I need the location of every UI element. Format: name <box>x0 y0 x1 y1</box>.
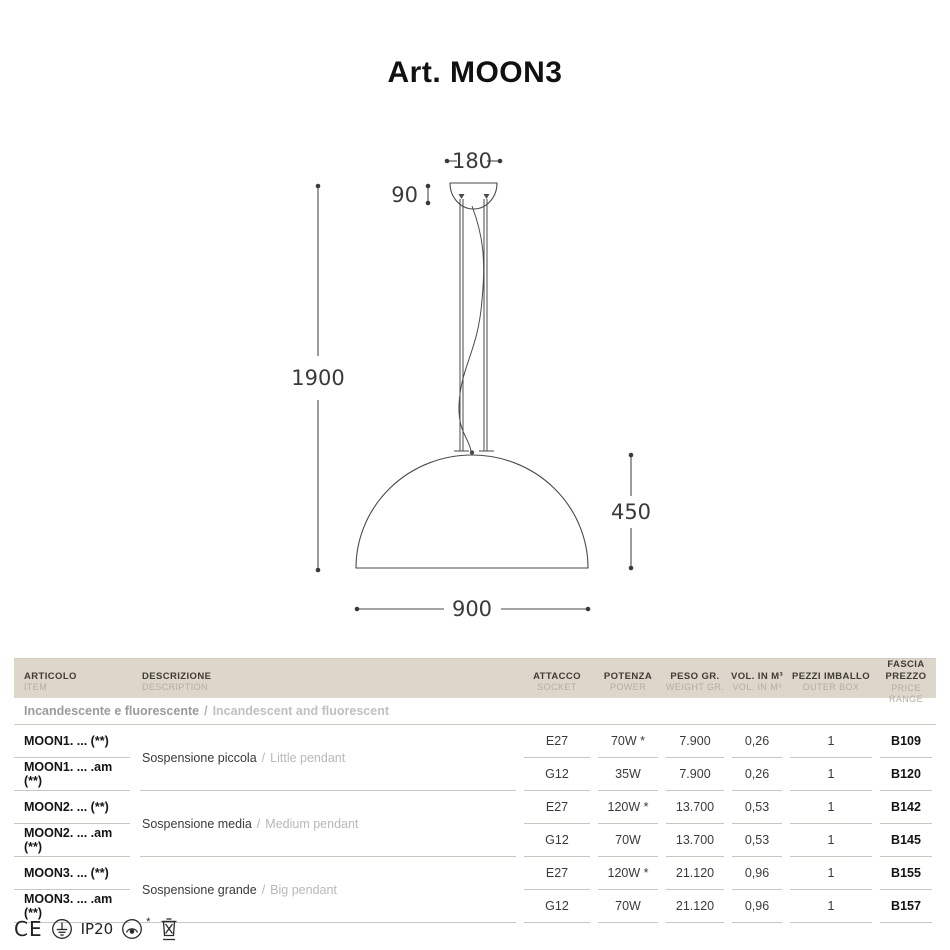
table-cell-volume: 0,26 <box>732 725 782 758</box>
table-cell-socket: E27 <box>524 725 590 758</box>
table-cell-article: MOON3. ... (**) <box>14 857 130 890</box>
protective-earth-icon <box>51 918 73 940</box>
col-header-potenza: POTENZA POWER <box>603 670 653 693</box>
col-header-pezzi-imballo: PEZZI IMBALLO OUTER BOX <box>791 670 871 693</box>
col-header-peso: PESO GR. WEIGHT GR. <box>665 670 725 693</box>
table-cell-pieces: 1 <box>790 824 872 857</box>
table-cell-socket: G12 <box>524 824 590 857</box>
table-cell-volume: 0,96 <box>732 857 782 890</box>
section-header: Incandescente e fluorescente / Incandescent and fluorescent <box>14 698 936 725</box>
table-cell-socket: G12 <box>524 758 590 791</box>
suspension-wires <box>454 199 494 451</box>
col-header-articolo: ARTICOLO ITEM <box>24 670 77 693</box>
table-header <box>14 658 936 704</box>
table-cell-power: 70W <box>598 824 658 857</box>
table-cell-volume: 0,26 <box>732 758 782 791</box>
table-cell-weight: 7.900 <box>666 725 724 758</box>
col-header-volume: VOL. IN M³ VOL. IN M³ <box>730 670 784 693</box>
enclosed-lamp-icon <box>121 918 143 940</box>
table-cell-article: MOON1. ... (**) <box>14 725 130 758</box>
dim-label-dome-diameter: 900 <box>451 597 493 621</box>
table-cell-price: B109 <box>880 725 932 758</box>
table-cell-article: MOON1. ... .am (**) <box>14 758 130 791</box>
asterisk-note: * <box>146 916 151 928</box>
table-cell-description: Sospensione grande / Big pendant <box>140 857 516 923</box>
table-cell-socket: G12 <box>524 890 590 923</box>
cable-gland <box>470 450 474 454</box>
table-cell-socket: E27 <box>524 857 590 890</box>
table-cell-description: Sospensione media / Medium pendant <box>140 791 516 857</box>
dim-label-dome-height: 450 <box>610 500 652 524</box>
dim-label-suspension-height: 1900 <box>291 366 345 390</box>
table-cell-weight: 13.700 <box>666 791 724 824</box>
table-cell-weight: 7.900 <box>666 758 724 791</box>
table-cell-power: 120W * <box>598 791 658 824</box>
table-cell-power: 35W <box>598 758 658 791</box>
table-cell-pieces: 1 <box>790 725 872 758</box>
dim-180 <box>445 149 503 173</box>
dim-1900 <box>291 184 344 573</box>
table-cell-pieces: 1 <box>790 758 872 791</box>
col-header-descrizione: DESCRIZIONE DESCRIPTION <box>142 670 212 693</box>
page-title: Art. MOON3 <box>387 56 563 89</box>
table-cell-description: Sospensione piccola / Little pendant <box>140 725 516 791</box>
table-cell-weight: 21.120 <box>666 890 724 923</box>
table-cell-article: MOON2. ... .am (**) <box>14 824 130 857</box>
table-cell-pieces: 1 <box>790 857 872 890</box>
table-cell-price: B155 <box>880 857 932 890</box>
table-cell-pieces: 1 <box>790 890 872 923</box>
table-cell-weight: 21.120 <box>666 857 724 890</box>
table-cell-power: 120W * <box>598 857 658 890</box>
table-cell-price: B157 <box>880 890 932 923</box>
table-cell-power: 70W * <box>598 725 658 758</box>
ip-rating-label: IP20 <box>80 920 114 938</box>
dome-shade <box>356 455 588 568</box>
technical-drawing <box>280 140 660 630</box>
table-cell-volume: 0,96 <box>732 890 782 923</box>
table-cell-pieces: 1 <box>790 791 872 824</box>
dim-450 <box>611 453 651 571</box>
table-cell-weight: 13.700 <box>666 824 724 857</box>
table-cell-article: MOON2. ... (**) <box>14 791 130 824</box>
table-cell-price: B145 <box>880 824 932 857</box>
table-cell-price: B120 <box>880 758 932 791</box>
spec-table <box>14 658 936 923</box>
table-body <box>14 725 936 923</box>
dim-label-canopy-width: 180 <box>451 149 493 173</box>
dim-label-canopy-height: 90 <box>391 183 418 207</box>
pendant-lamp-diagram <box>280 140 660 630</box>
table-cell-power: 70W <box>598 890 658 923</box>
col-header-attacco: ATTACCO SOCKET <box>533 670 581 693</box>
table-cell-article: MOON3. ... .am (**) <box>14 890 130 923</box>
table-cell-volume: 0,53 <box>732 824 782 857</box>
dim-900 <box>355 597 591 621</box>
ce-mark-icon: CE <box>14 917 43 941</box>
certification-marks <box>14 914 180 944</box>
weee-crossed-bin-icon <box>158 916 180 943</box>
ceiling-canopy <box>450 183 497 209</box>
table-cell-volume: 0,53 <box>732 791 782 824</box>
col-header-fascia-prezzo: FASCIA PREZZO PRICE RANGE <box>885 659 927 704</box>
dim-90 <box>391 183 430 207</box>
table-cell-socket: E27 <box>524 791 590 824</box>
table-cell-price: B142 <box>880 791 932 824</box>
